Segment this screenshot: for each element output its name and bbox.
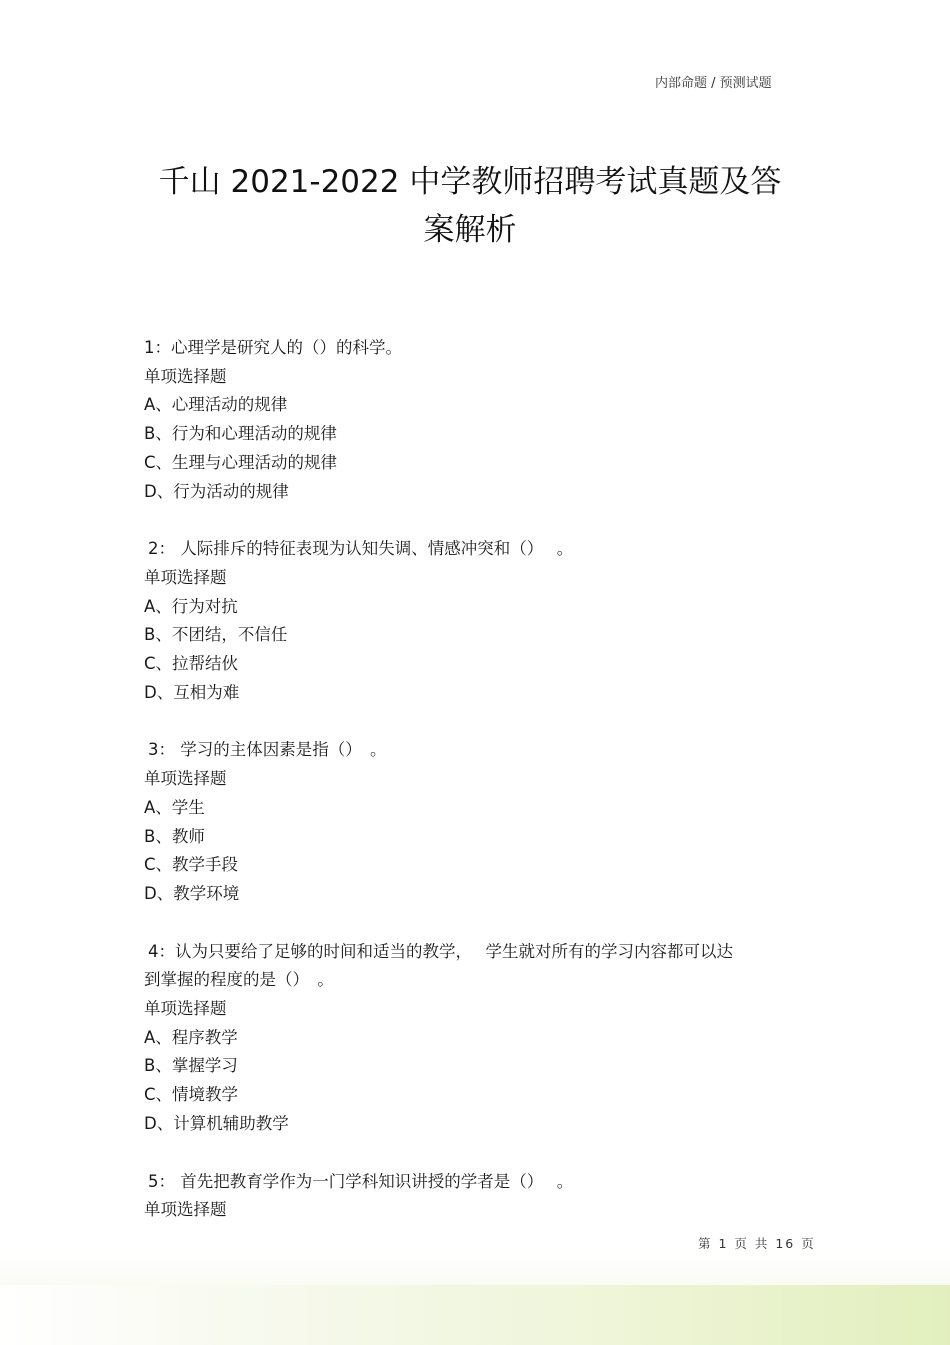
question-list bbox=[144, 334, 804, 1254]
question-type: 单项选择题 bbox=[144, 1200, 227, 1220]
option-d: D、计算机辅助教学 bbox=[144, 1113, 289, 1133]
question-1 bbox=[144, 334, 804, 506]
document-title bbox=[130, 158, 810, 254]
option-c: C、情境教学 bbox=[144, 1085, 239, 1105]
title-line-1: 千山 2021-2022 中学教师招聘考试真题及答 bbox=[158, 164, 782, 200]
question-stem-line-1: 4：认为只要给了足够的时间和适当的教学， 学生就对所有的学习内容都可以达 bbox=[148, 941, 733, 961]
question-stem-line-2: 到掌握的程度的是（） 。 bbox=[144, 970, 334, 990]
page-number: 第 1 页 共 16 页 bbox=[698, 1236, 816, 1251]
decorative-gradient-fade bbox=[0, 1255, 950, 1285]
question-5 bbox=[144, 1168, 804, 1225]
option-c: C、拉帮结伙 bbox=[144, 654, 239, 674]
option-b: B、行为和心理活动的规律 bbox=[144, 424, 337, 444]
question-stem: 3： 学习的主体因素是指（） 。 bbox=[148, 740, 387, 760]
question-type: 单项选择题 bbox=[144, 999, 227, 1019]
decorative-gradient-band bbox=[0, 1285, 950, 1345]
question-2 bbox=[144, 535, 804, 707]
option-d: D、教学环境 bbox=[144, 883, 240, 903]
header-label: 内部命题 / 预测试题 bbox=[655, 76, 772, 91]
option-d: D、互相为难 bbox=[144, 682, 240, 702]
option-b: B、教师 bbox=[144, 826, 205, 846]
option-a: A、程序教学 bbox=[144, 1027, 238, 1047]
question-stem: 2： 人际排斥的特征表现为认知失调、情感冲突和（） 。 bbox=[148, 539, 574, 559]
question-type: 单项选择题 bbox=[144, 769, 227, 789]
option-a: A、学生 bbox=[144, 797, 205, 817]
option-b: B、掌握学习 bbox=[144, 1056, 238, 1076]
question-type: 单项选择题 bbox=[144, 567, 227, 587]
question-4 bbox=[144, 938, 804, 1139]
question-stem: 1：心理学是研究人的（）的科学。 bbox=[144, 338, 402, 357]
question-3 bbox=[144, 736, 804, 908]
question-type: 单项选择题 bbox=[144, 366, 227, 386]
option-b: B、不团结，不信任 bbox=[144, 625, 288, 645]
option-c: C、教学手段 bbox=[144, 855, 239, 875]
option-d: D、行为活动的规律 bbox=[144, 481, 289, 501]
title-line-2: 案解析 bbox=[423, 212, 517, 248]
question-stem: 5： 首先把教育学作为一门学科知识讲授的学者是（） 。 bbox=[148, 1171, 574, 1191]
option-a: A、心理活动的规律 bbox=[144, 395, 288, 415]
option-a: A、行为对抗 bbox=[144, 596, 238, 616]
option-c: C、生理与心理活动的规律 bbox=[144, 452, 338, 472]
